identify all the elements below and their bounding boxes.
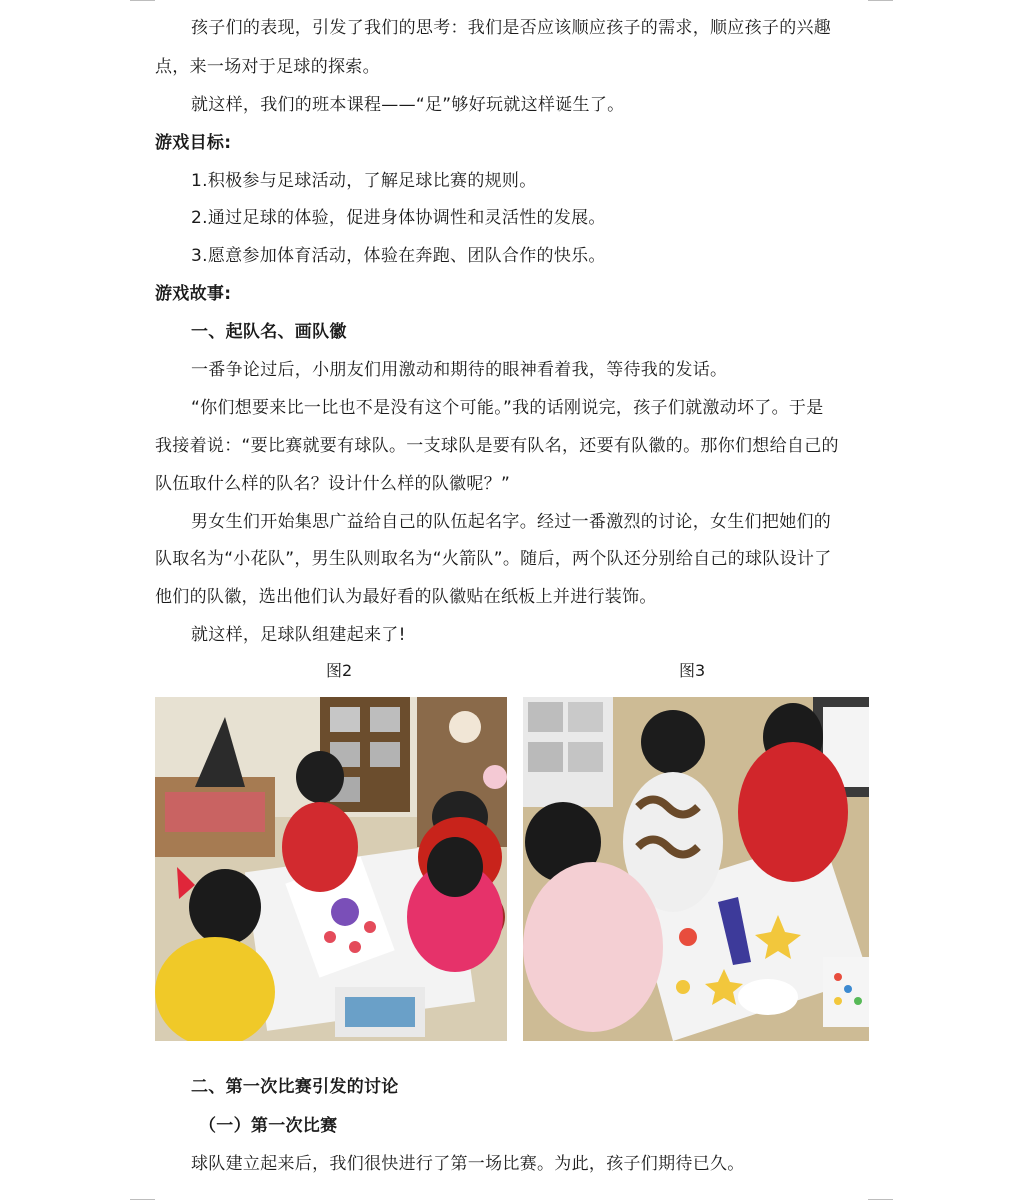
crop-mark xyxy=(868,0,893,1)
goal-item: 1.积极参与足球活动，了解足球比赛的规则。 xyxy=(191,171,537,191)
crop-mark xyxy=(130,1199,155,1200)
paragraph-line: 队伍取什么样的队名？设计什么样的队徽呢？” xyxy=(155,474,511,494)
subsection-heading: 一、起队名、画队徽 xyxy=(191,322,347,342)
figure-2-photo xyxy=(155,697,507,1041)
figure-caption: 图3 xyxy=(679,661,706,680)
paragraph-line: 一番争论过后，小朋友们用激动和期待的眼神看着我，等待我的发话。 xyxy=(191,360,728,380)
paragraph-line: 点，来一场对于足球的探索。 xyxy=(155,57,380,77)
paragraph-line: 他们的队徽，选出他们认为最好看的队徽贴在纸板上并进行装饰。 xyxy=(155,587,657,607)
subsection-heading: 二、第一次比赛引发的讨论 xyxy=(191,1077,399,1097)
paragraph-line: 就这样，足球队组建起来了! xyxy=(191,625,406,645)
figure-3-photo xyxy=(523,697,869,1041)
subsection-heading: （一）第一次比赛 xyxy=(199,1116,338,1136)
goal-item: 2.通过足球的体验，促进身体协调性和灵活性的发展。 xyxy=(191,208,606,228)
paragraph-line: 球队建立起来后，我们很快进行了第一场比赛。为此，孩子们期待已久。 xyxy=(191,1154,745,1174)
section-heading: 游戏目标: xyxy=(155,133,232,153)
paragraph-line: “你们想要来比一比也不是没有这个可能。”我的话刚说完，孩子们就激动坏了。于是 xyxy=(191,398,824,418)
paragraph-line: 就这样，我们的班本课程——“足”够好玩就这样诞生了。 xyxy=(191,95,625,115)
crop-mark xyxy=(130,0,155,1)
paragraph-line: 我接着说：“要比赛就要有球队。一支球队是要有队名，还要有队徽的。那你们想给自己的 xyxy=(155,436,839,456)
paragraph-line: 孩子们的表现，引发了我们的思考：我们是否应该顺应孩子的需求，顺应孩子的兴趣 xyxy=(191,18,832,38)
goal-item: 3.愿意参加体育活动，体验在奔跑、团队合作的快乐。 xyxy=(191,246,606,266)
paragraph-line: 男女生们开始集思广益给自己的队伍起名字。经过一番激烈的讨论，女生们把她们的 xyxy=(191,512,832,532)
crop-mark xyxy=(868,1199,893,1200)
figure-caption: 图2 xyxy=(326,661,353,680)
paragraph-line: 队取名为“小花队”，男生队则取名为“火箭队”。随后，两个队还分别给自己的球队设计了 xyxy=(155,549,832,569)
section-heading: 游戏故事: xyxy=(155,284,232,304)
